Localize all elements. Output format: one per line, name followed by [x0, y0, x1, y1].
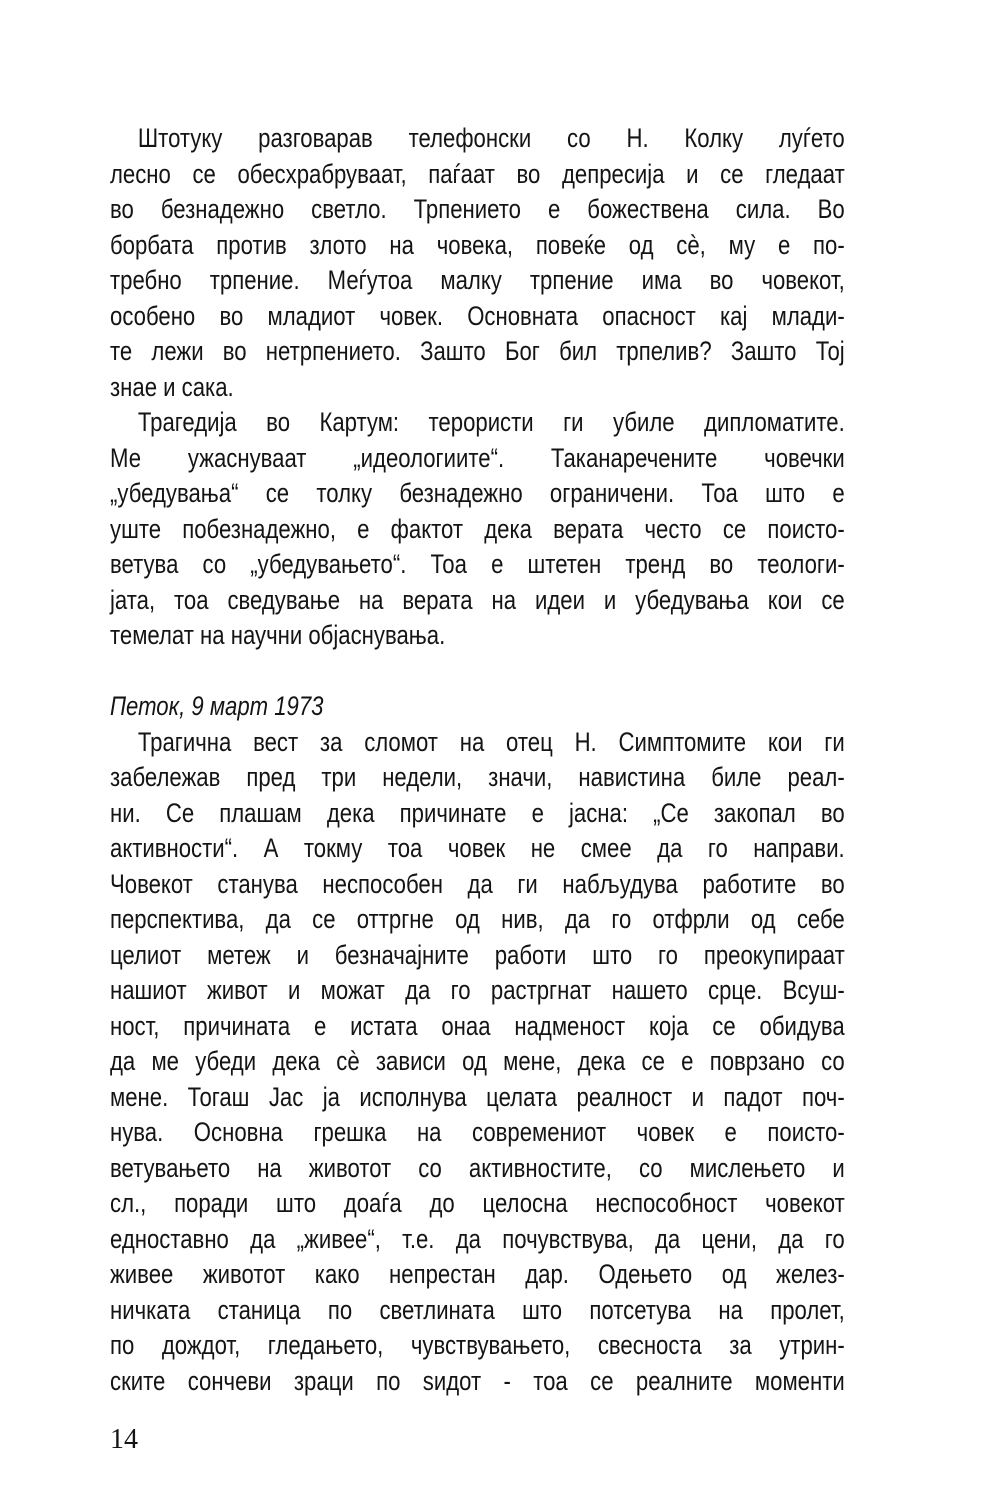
text-line: забележав пред три недели, значи, навистина биле реал- — [110, 762, 845, 792]
text-line: да ме убеди дека сè зависи од мене, дека се е поврзано со — [110, 1046, 845, 1076]
section-heading: Петок, 9 март 1973 — [110, 691, 324, 721]
text-line: во безнадежно светло. Трпението е божествена сила. Во — [110, 194, 845, 224]
text-line: Штотуку разговарав телефонски со Н. Колку луѓето — [137, 123, 845, 153]
text-line: Ме ужаснуваат „идеологиите“. Таканаречените човечки — [110, 442, 845, 473]
text-line: целиот метеж и безначајните работи што го преокупираат — [110, 939, 845, 970]
page-number: 14 — [110, 1424, 138, 1455]
text-line: особено во младиот човек. Основната опасност кај млади- — [110, 300, 845, 331]
text-line: уште побезнадежно, е фактот дека верата често се поисто- — [110, 513, 845, 544]
text-line: знае и сака. — [110, 371, 234, 402]
text-line: ни. Се плашам дека причинате е јасна: „Се закопал во — [110, 797, 845, 828]
text-line: те лежи во нетрпението. Зашто Бог бил трпелив? Зашто Тој — [110, 336, 845, 366]
text-line: нашиот живот и можат да го растргнат нашето срце. Всуш- — [110, 975, 845, 1005]
text-line: Трагедија во Картум: терористи ги убиле дипломатите. — [137, 407, 845, 437]
text-line: ветува со „убедувањето“. Тоа е штетен тренд во теологи- — [110, 549, 845, 579]
text-line: ветувањето на животот со активностите, со мислењето и — [110, 1152, 845, 1183]
paragraph — [110, 725, 845, 1400]
text-line: Трагична вест за сломот на отец Н. Симптомите кои ги — [137, 726, 845, 757]
text-line: активности“. А токму тоа човек не смее да го направи. — [110, 833, 845, 863]
text-line: перспектива, да се оттргне од нив, да го отфрли од себе — [110, 904, 845, 934]
text-line: темелат на научни објаснувања. — [110, 620, 446, 650]
paragraph — [110, 121, 845, 405]
text-line: сл., поради што доаѓа до целосна неспособност човекот — [110, 1188, 845, 1218]
text-line: едноставно да „живее“, т.е. да почувствува, да цени, да го — [110, 1223, 845, 1254]
paragraph — [110, 405, 845, 654]
text-line: Човекот станува неспособен да ги набљудува работите во — [110, 868, 845, 899]
text-line: мене. Тогаш Јас ја исполнува целата реалност и падот поч- — [110, 1081, 845, 1112]
text-line: „убедувања“ се толку безнадежно ограничени. Тоа што е — [110, 478, 845, 508]
text-line: нува. Основна грешка на современиот човек е поисто- — [110, 1117, 845, 1147]
text-line: ничката станица по светлината што потсетува на пролет, — [110, 1294, 845, 1325]
text-line: по дождот, гледањето, чувствувањето, свесноста за утрин- — [110, 1330, 845, 1360]
text-line: ските сончеви зраци по ѕидот - тоа се реалните моменти — [110, 1365, 845, 1396]
text-line: борбата против злото на човека, повеќе од сè, му е по- — [110, 229, 845, 260]
text-line: требно трпение. Меѓутоа малку трпение има во човекот, — [110, 265, 845, 295]
text-line: ност, причината е истата онаа надменост која се обидува — [110, 1010, 845, 1041]
page-text — [110, 121, 845, 1399]
text-line: лесно се обесхрабруваат, паѓаат во депресија и се гледаат — [110, 158, 845, 189]
blank-line — [110, 654, 845, 690]
text-line: јата, тоа сведување на верата на идеи и убедувања кои се — [110, 584, 845, 615]
text-line: живее животот како непрестан дар. Одењето од желез- — [110, 1259, 845, 1289]
